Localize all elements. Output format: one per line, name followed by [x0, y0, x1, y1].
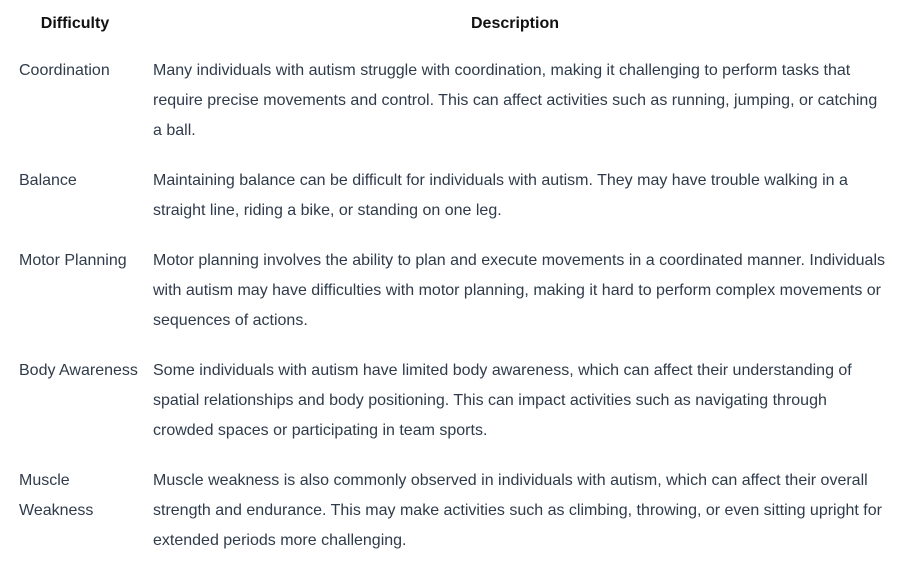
header-difficulty: Difficulty	[40, 15, 110, 32]
difficulty-cell: Muscle Weakness	[19, 472, 94, 519]
table-row	[8, 458, 888, 568]
description-cell: Many individuals with autism struggle with coordination, making it challenging to perform tasks that require precise movements and control. This can affect activities such as running, jumping, or catching a ball.	[153, 62, 878, 139]
description-cell: Maintaining balance can be difficult for individuals with autism. They may have trouble walking in a straight line, riding a bike, or standing on one leg.	[153, 172, 848, 219]
difficulty-table	[8, 0, 888, 568]
table-row	[8, 348, 888, 458]
difficulty-cell: Balance	[19, 172, 77, 189]
table-row	[8, 158, 888, 238]
table-body	[8, 48, 888, 568]
header-description: Description	[470, 15, 559, 32]
difficulty-cell: Motor Planning	[19, 252, 127, 269]
difficulty-cell: Coordination	[19, 62, 110, 79]
table-row	[8, 238, 888, 348]
description-cell: Muscle weakness is also commonly observed in individuals with autism, which can affect their overall strength and endurance. This may make activities such as climbing, throwing, or even sitting upright for extended periods more challenging.	[153, 472, 882, 549]
table-header	[8, 0, 888, 48]
description-cell: Some individuals with autism have limited body awareness, which can affect their understanding of spatial relationships and body positioning. This can impact activities such as navigating through crowded spaces or participating in team sports.	[153, 362, 852, 439]
table-row	[8, 48, 888, 158]
description-cell: Motor planning involves the ability to plan and execute movements in a coordinated manner. Individuals with autism may have difficulties with motor planning, making it hard to perform complex movements or sequences of actions.	[153, 252, 885, 329]
header-row	[8, 0, 888, 48]
difficulty-cell: Body Awareness	[19, 362, 138, 379]
